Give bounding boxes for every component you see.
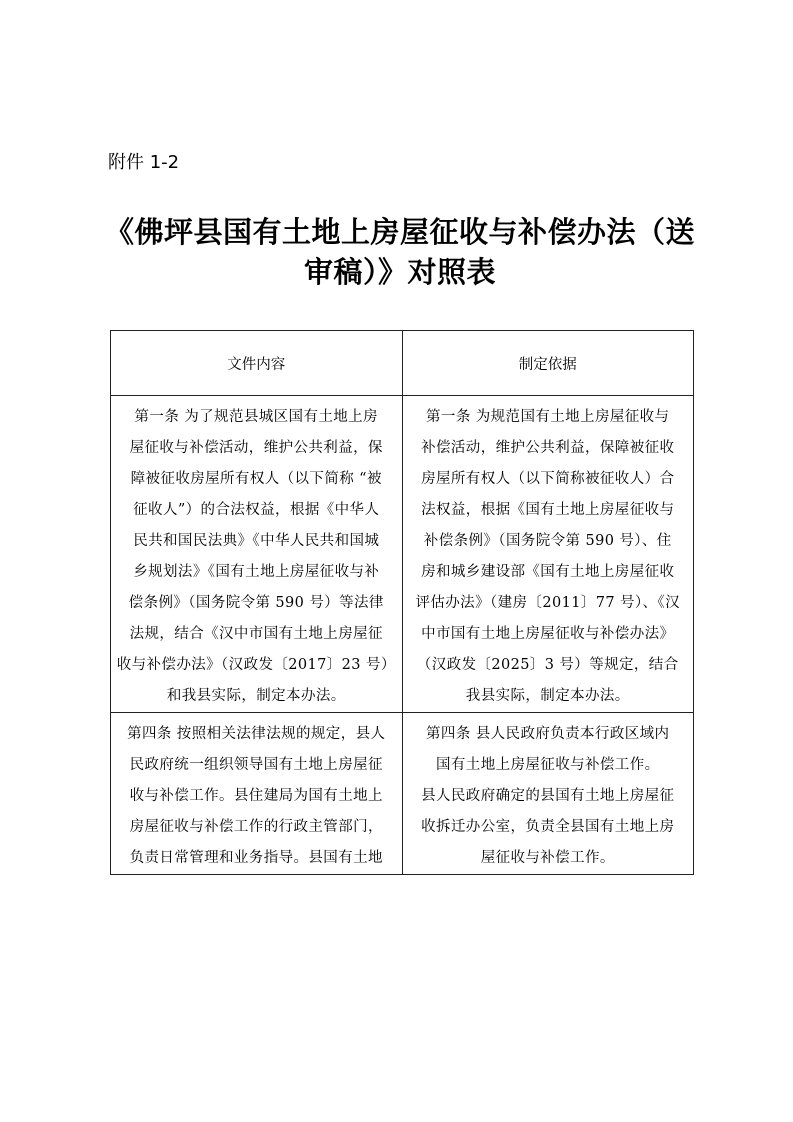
text-line: 收与补偿工作。县住建局为国有土地上: [129, 788, 383, 804]
text-line: 第四条 按照相关法律法规的规定，县人: [127, 726, 386, 742]
text-line: 法权益，根据《国有土地上房屋征收与: [421, 502, 675, 518]
cell-content: [111, 713, 403, 875]
text-line: 中市国有土地上房屋征收与补偿办法》: [421, 626, 675, 642]
text-line: 第一条 为了规范县城区国有土地上房: [134, 409, 378, 425]
text-line: 民共和国民法典》《中华人民共和国城: [133, 533, 380, 549]
table-row: [111, 396, 694, 713]
comparison-table: [110, 330, 694, 875]
text-line: 县人民政府确定的县国有土地上房屋征: [421, 788, 675, 804]
cell-content: [111, 396, 403, 713]
text-line: 负责日常管理和业务指导。县国有土地: [129, 850, 383, 866]
text-line: 评估办法》（建房〔2011〕77 号）、《汉: [415, 595, 680, 611]
title-line: 《佛坪县国有土地上房屋征收与补偿办法（送: [104, 215, 695, 249]
text-line: 乡规划法》《国有土地上房屋征收与补: [133, 564, 380, 580]
text-line: 房屋征收与补偿工作的行政主管部门，: [129, 819, 383, 835]
text-line: 障被征收房屋所有权人（以下简称 “被: [130, 471, 382, 487]
cell-basis: [402, 713, 694, 875]
text-line: 征收人”）的合法权益，根据《中华人: [133, 502, 380, 518]
text-line: 第一条 为规范国有土地上房屋征收与: [426, 409, 670, 425]
text-line: 补偿活动，维护公共利益，保障被征收: [421, 440, 675, 456]
text-line: 房屋所有权人（以下简称被征收人）合: [421, 471, 675, 487]
text-line: 和我县实际，制定本办法。: [166, 688, 346, 704]
text-line: 国有土地上房屋征收与补偿工作。: [436, 757, 660, 773]
text-line: 第四条 县人民政府负责本行政区域内: [426, 726, 670, 742]
text-line: 我县实际，制定本办法。: [465, 688, 630, 704]
document-title: [100, 212, 700, 292]
text-line: 民政府统一组织领导国有土地上房屋征: [129, 757, 383, 773]
table-header-row: [111, 331, 694, 396]
text-line: 收拆迁办公室，负责全县国有土地上房: [421, 819, 675, 835]
text-line: 收与补偿办法》（汉政发〔2017〕23 号）: [116, 657, 396, 673]
text-line: （汉政发〔2025〕3 号）等规定，结合: [416, 657, 679, 673]
text-line: 补偿条例》（国务院令第 590 号）、住: [423, 533, 672, 549]
text-line: 屋征收与补偿活动，维护公共利益，保: [129, 440, 383, 456]
text-line: 房和城乡建设部《国有土地上房屋征收: [421, 564, 675, 580]
text-line: 法规，结合《汉中市国有土地上房屋征: [129, 626, 383, 642]
text-line: 偿条例》（国务院令第 590 号）等法律: [128, 595, 384, 611]
header-content: 文件内容: [111, 331, 403, 396]
text-line: 屋征收与补偿工作。: [480, 850, 615, 866]
header-basis: 制定依据: [402, 331, 694, 396]
table-row: [111, 713, 694, 875]
cell-basis: [402, 396, 694, 713]
title-line: 审稿）》对照表: [303, 255, 496, 289]
attachment-label: 附件 1-2: [108, 152, 180, 173]
